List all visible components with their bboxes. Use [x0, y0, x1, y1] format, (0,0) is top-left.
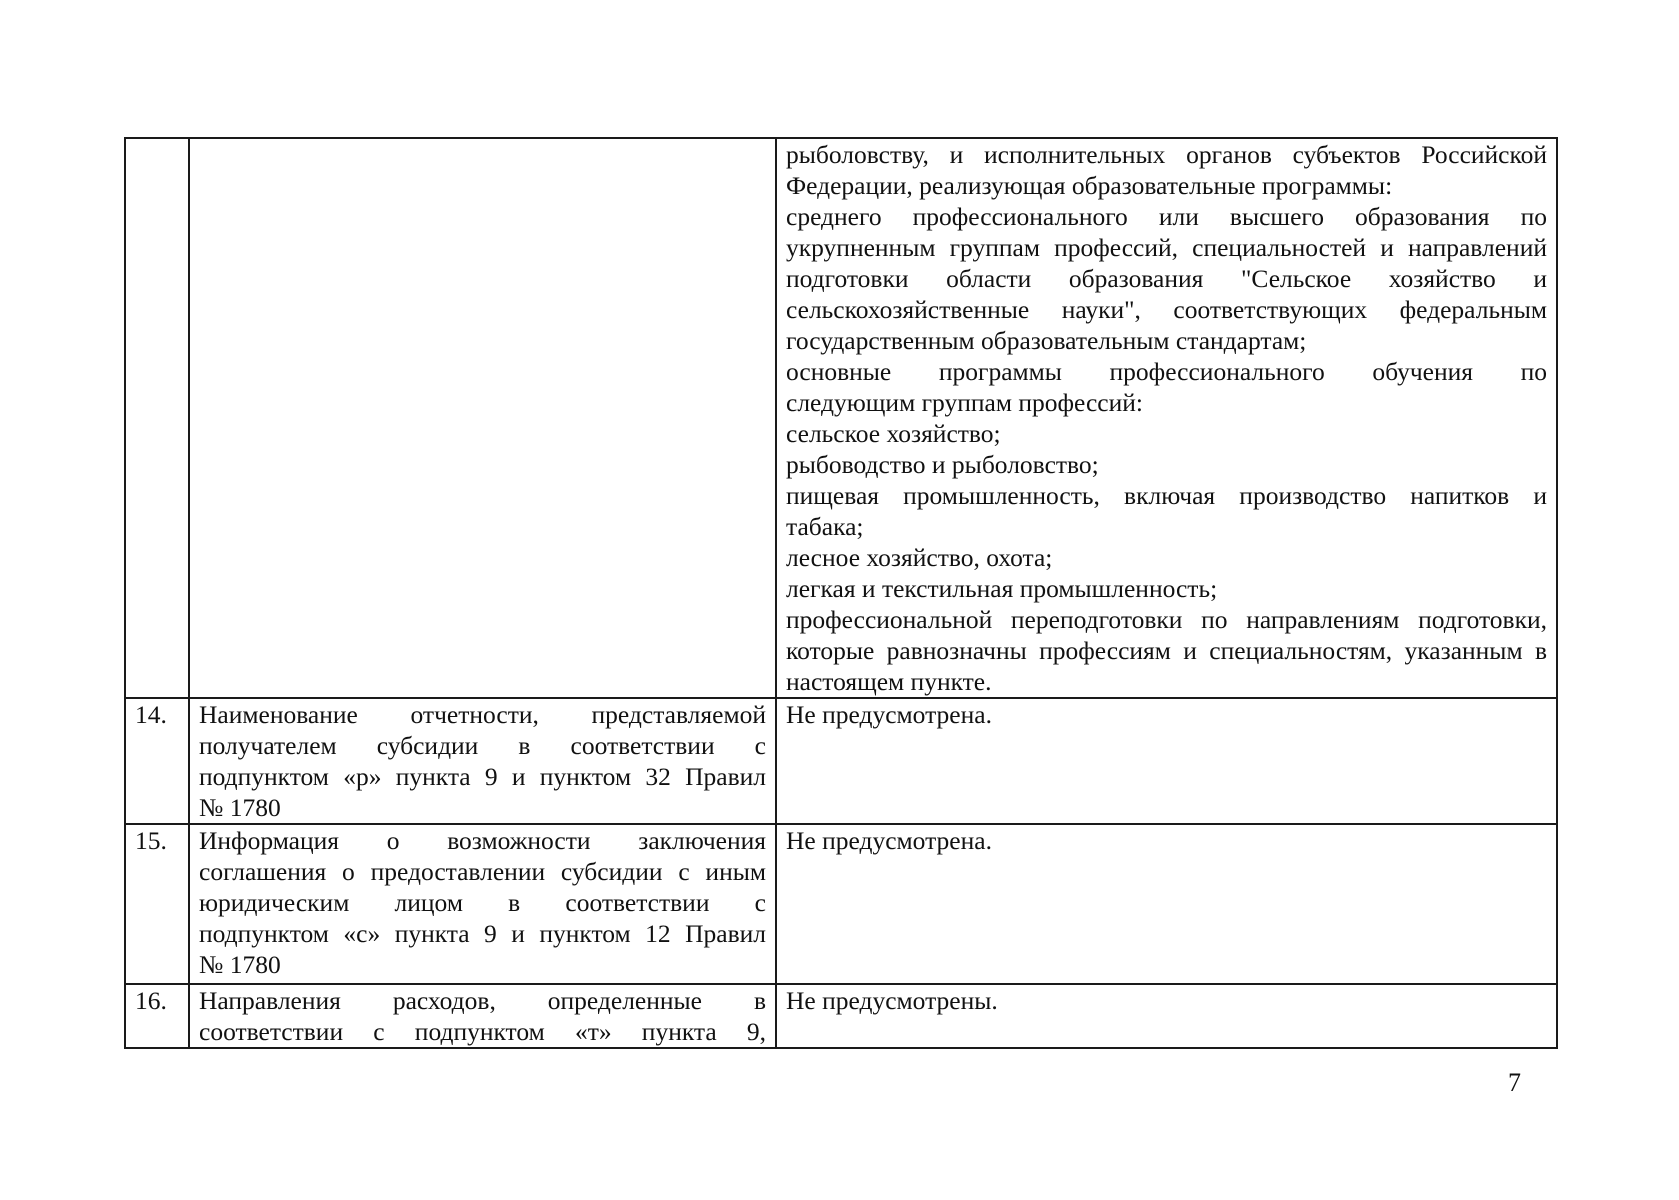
content-line: лесное хозяйство, охота;: [786, 543, 1053, 572]
row-content: Не предусмотрена.: [786, 826, 992, 855]
title-line: Информация о возможности заключения: [199, 826, 766, 855]
row-title-cell: [189, 984, 776, 1048]
title-line: № 1780: [199, 950, 281, 979]
content-line: табака;: [786, 512, 864, 541]
row-content-cell: [776, 698, 1557, 824]
row-number: 16.: [135, 986, 167, 1015]
row-content-cell: [776, 824, 1557, 984]
row-number-cell: [125, 824, 189, 984]
content-line: укрупненным группам профессий, специальностей и направлений: [786, 233, 1547, 262]
row-number-cell: [125, 138, 189, 698]
content-line: пищевая промышленность, включая производство напитков и: [786, 481, 1547, 510]
requirements-table: [124, 137, 1558, 1049]
row-number: 15.: [135, 826, 167, 855]
title-line: Наименование отчетности, представляемой: [199, 700, 766, 729]
row-number-cell: [125, 984, 189, 1048]
page-number: 7: [1508, 1068, 1521, 1097]
content-line: настоящем пункте.: [786, 667, 992, 696]
title-line: соглашения о предоставлении субсидии с иным: [199, 857, 766, 886]
content-line: легкая и текстильная промышленность;: [786, 574, 1218, 603]
content-line: следующим группам профессий:: [786, 388, 1143, 417]
content-line: основные программы профессионального обучения по: [786, 357, 1547, 386]
row-title-cell: [189, 824, 776, 984]
content-line: которые равнозначны профессиям и специальностям, указанным в: [786, 636, 1547, 665]
content-line: рыбоводство и рыболовство;: [786, 450, 1099, 479]
row-number-cell: [125, 698, 189, 824]
table-body: [125, 138, 1557, 1048]
content-line: сельскохозяйственные науки", соответствующих федеральным: [786, 295, 1547, 324]
content-line: сельское хозяйство;: [786, 419, 1001, 448]
row-content: Не предусмотрена.: [786, 700, 992, 729]
table-row: [125, 698, 1557, 824]
row-content-cell: [776, 138, 1557, 698]
title-line: подпунктом «р» пункта 9 и пунктом 32 Правил: [199, 762, 766, 791]
table-row-continuation: [125, 138, 1557, 698]
content-line: Федерации, реализующая образовательные программы:: [786, 171, 1393, 200]
title-line: подпунктом «с» пункта 9 и пунктом 12 Правил: [199, 919, 766, 948]
row-content-cell: [776, 984, 1557, 1048]
title-line: № 1780: [199, 793, 281, 822]
content-line: подготовки области образования "Сельское хозяйство и: [786, 264, 1547, 293]
row-content: Не предусмотрены.: [786, 986, 998, 1015]
table-row: [125, 824, 1557, 984]
title-line: юридическим лицом в соответствии с: [199, 888, 766, 917]
row-title-cell: [189, 698, 776, 824]
row-title-cell: [189, 138, 776, 698]
content-line: профессиональной переподготовки по направлениям подготовки,: [786, 605, 1547, 634]
title-line: Направления расходов, определенные в: [199, 986, 766, 1015]
row-number: 14.: [135, 700, 167, 729]
table-row: [125, 984, 1557, 1048]
content-line: среднего профессионального или высшего образования по: [786, 202, 1547, 231]
title-line: получателем субсидии в соответствии с: [199, 731, 766, 760]
content-line: рыболовству, и исполнительных органов субъектов Российской: [786, 140, 1547, 169]
title-line: соответствии с подпунктом «т» пункта 9,: [199, 1017, 766, 1046]
content-line: государственным образовательным стандартам;: [786, 326, 1307, 355]
